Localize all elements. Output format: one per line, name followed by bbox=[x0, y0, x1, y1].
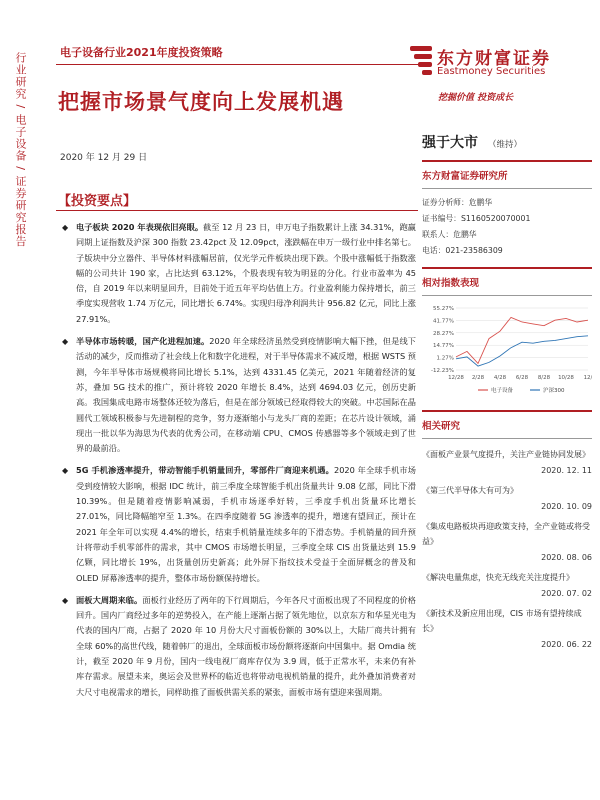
related-item-date: 2020. 07. 02 bbox=[541, 589, 592, 598]
divider bbox=[422, 188, 592, 189]
report-subtitle: 电子设备行业2021年度投资策略 bbox=[60, 46, 223, 59]
right-panel bbox=[422, 128, 592, 649]
phone: 电话：021-23586309 bbox=[422, 246, 503, 255]
related-item-date: 2020. 06. 22 bbox=[541, 640, 592, 649]
certificate: 证书编号：S1160520070001 bbox=[422, 214, 531, 223]
chart-svg bbox=[422, 302, 592, 402]
x-tick-label: 12/28 bbox=[448, 375, 464, 381]
header-divider bbox=[56, 64, 418, 65]
rating-divider bbox=[422, 160, 592, 162]
rating-label: 强于大市 bbox=[422, 135, 478, 151]
related-title: 相关研究 bbox=[422, 421, 461, 432]
chart-title: 相对指数表现 bbox=[422, 278, 480, 289]
related-item-title[interactable]: 《面板产业景气度提升，关注产业链协同发展》 bbox=[422, 450, 590, 459]
y-tick-label: 41.77% bbox=[433, 318, 454, 325]
page-title: 把握市场景气度向上发展机遇 bbox=[58, 90, 344, 114]
bullet-icon: ◆ bbox=[62, 337, 69, 347]
report-date: 2020 年 12 月 29 日 bbox=[60, 153, 148, 163]
rating-note: （维持） bbox=[488, 140, 523, 150]
paragraph-lead: 5G 手机渗透率提升，带动智能手机销量回升，零部件厂商迎来机遇。 bbox=[76, 465, 334, 476]
x-tick-label: 2/28 bbox=[471, 375, 485, 381]
related-list bbox=[422, 447, 592, 649]
x-tick-label: 10/28 bbox=[558, 375, 574, 381]
related-item-title[interactable]: 《新技术及新应用出现，CIS 市场有望持续成长》 bbox=[422, 609, 582, 633]
main-content bbox=[60, 220, 416, 707]
y-tick-label: 55.27% bbox=[433, 306, 454, 312]
related-item-date: 2020. 08. 06 bbox=[541, 553, 592, 562]
paragraph-lead: 半导体市场转暖，国产化进程加速。 bbox=[76, 336, 210, 347]
section-divider bbox=[56, 210, 418, 211]
relative-index-chart bbox=[422, 302, 592, 402]
related-item-date: 2020. 10. 09 bbox=[541, 502, 592, 511]
y-tick-label: 14.77% bbox=[433, 343, 454, 350]
paragraph-lead: 电子板块 2020 年表现依旧亮眼。 bbox=[76, 222, 204, 232]
x-tick-label: 12/ bbox=[583, 375, 592, 381]
paragraph-body: 2020 年全球手机市场受到疫情较大影响，根据 IDC 统计，前三季度全球智能手机出货量共计 9.08 亿部，同比下滑 10.39%。但是随着疫情影响减弱，手机市场逐季好转，三季度手机出货量环比增长 27.01%，同比降幅缩窄至 1.3%。在四季度随着 5G 渗透率的提升，增速有望回正，预计在 2021 年全年可以实现 4.4%的增长，结束手机销量连续多年的下滑态势。手机销量的回升预计将带动手机零部件的需求，其中 CMOS 市场增长明显，三季度全球 CIS 出货量达到 15.9 亿颗，同比增长 19%，出货量创历史新高；此外屏下指纹技术受益于全面屏概念的普及和 OLED 屏幕渗透率的提升，整体市场份额保持增长。 bbox=[76, 465, 416, 583]
paragraph bbox=[60, 593, 416, 700]
paragraph-lead: 面板大周期来临。 bbox=[76, 594, 143, 605]
chart-divider bbox=[422, 267, 592, 269]
x-tick-label: 6/28 bbox=[515, 375, 529, 381]
paragraph-body: 2020 年全球经济虽然受到疫情影响大幅下挫，但是线下活动的减少，反而推动了社会线上化和数字化进程，对于半导体需求不减反增，根据 WSTS 预测，今年半导体市场规模将同比增长 5.1%，达到 4331.45 亿美元，2021 年随着经济的复苏，叠加 5G 技术的推广，预计将较 2020 年增长 8.4%，达到 4694.03 亿元，创历史新高。我国集成电路市场整体还较为落后，但是在部分领域已经取得较大的突破。中芯国际在晶圆代工领域积极参与先进制程的竞争，努力逐渐缩小与龙头厂商的差距；在芯片设计领域，涌现出一批以华为海思为代表的优秀公司，在移动端 CPU、CMOS 传感器等多个领域走到了世界的最前沿。 bbox=[76, 336, 416, 454]
sidebar-category: 行业研究 / 电子设备 / 证券研究报告 bbox=[14, 52, 27, 248]
related-item-title[interactable]: 《集成电路板块再迎政策支持，全产业链或将受益》 bbox=[422, 522, 590, 546]
paragraph-body: 面板行业经历了两年的下行周期后，今年各尺寸面板出现了不同程度的价格回升。国内厂商经过多年的逆势投入，在产能上逐渐占据了领先地位，以京东方和华星光电为代表的国内厂商，占据了 2020 年 10 月份大尺寸面板份额的 30%以上，大陆厂商共计拥有全球 60%的高世代线，随着韩厂的退出，全球面板市场份额将逐渐向中国集中。据 Omdia 统计，截至 2020 年 9 月份，国内一线电视厂商库存仅为 3.9 周，低于正常水平，未来仍有补库存需求。展望未来，奥运会及世界杯的临近也将带动电视机销量的提升，此外叠加消费者对大尺寸电视需求的增长，同样助推了面板供需关系的紧张，面板市场有望迎来强周期。 bbox=[76, 594, 416, 697]
section-title: 【投资要点】 bbox=[58, 194, 137, 209]
related-item-date: 2020. 12. 11 bbox=[541, 466, 592, 475]
logo-cn-text: 东方财富证券 bbox=[437, 49, 551, 69]
legend-label: 电子设备 bbox=[491, 388, 514, 394]
bullet-icon: ◆ bbox=[62, 595, 69, 605]
divider bbox=[422, 438, 592, 439]
bullet-icon: ◆ bbox=[62, 223, 69, 232]
related-item-title[interactable]: 《解决电量焦虑，快充无线充关注度提升》 bbox=[422, 573, 574, 582]
rating bbox=[422, 128, 592, 152]
paragraph bbox=[60, 463, 416, 585]
paragraph bbox=[60, 220, 416, 327]
related-divider bbox=[422, 410, 592, 412]
x-tick-label: 4/28 bbox=[493, 375, 507, 381]
divider bbox=[422, 295, 592, 296]
paragraph-body: 截至 12 月 23 日，申万电子指数累计上涨 34.31%，跑赢同期上证指数及沪深 300 指数 23.42pct 及 12.09pct，涨跌幅在申万一级行业中排名第七。子版块中分立器件、半导体材料涨幅居前，仅光学元件板块出现下跌。个股中涨幅低于指数涨幅的公司共计 190 家，占比达到 63.12%，个股表现有较为明显的分化。行业市盈率为 45 倍，自 2019 年以来明显回升，目前处于近五年平均估值上方。行业盈利能力保持增长，前三季度实现营收 1.74 万亿元，同比增长 6.74%。实现归母净利润共计 956.82 亿元，同比上涨 27.91%。 bbox=[76, 222, 416, 324]
x-tick-label: 8/28 bbox=[537, 375, 551, 381]
logo-en-text: Eastmoney Securities bbox=[437, 66, 546, 77]
legend-label: 沪深300 bbox=[543, 388, 565, 394]
y-tick-label: 28.27% bbox=[433, 330, 454, 337]
contact: 联系人：危鹏华 bbox=[422, 230, 477, 239]
y-tick-label: -12.23% bbox=[431, 368, 454, 374]
slogan: 挖掘价值 投资成长 bbox=[438, 93, 514, 103]
y-tick-label: 1.27% bbox=[436, 355, 454, 362]
series-line-0 bbox=[456, 317, 588, 363]
paragraph bbox=[60, 334, 416, 456]
related-item-title[interactable]: 《第三代半导体大有可为》 bbox=[422, 486, 518, 495]
institute-name: 东方财富证券研究所 bbox=[422, 171, 508, 182]
analyst: 证券分析师：危鹏华 bbox=[422, 198, 493, 207]
bullet-icon: ◆ bbox=[62, 466, 69, 476]
